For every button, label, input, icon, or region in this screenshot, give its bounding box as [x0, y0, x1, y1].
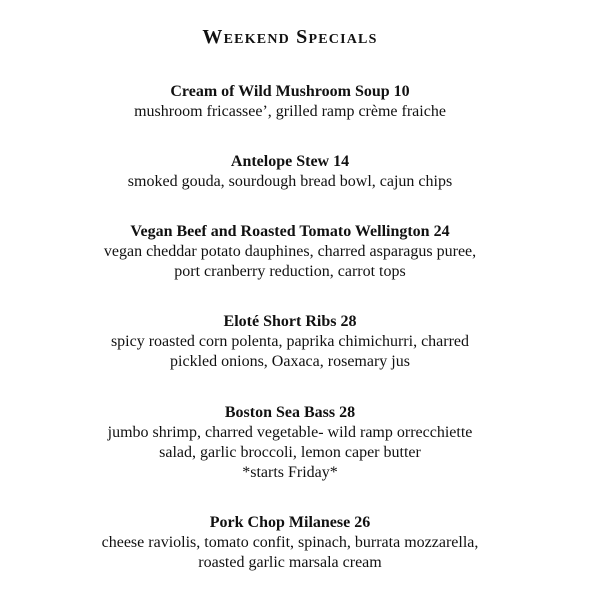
menu-title: Weekend Specials — [202, 26, 378, 48]
dish-description-line: roasted garlic marsala cream — [198, 554, 382, 571]
dish-description-line: mushroom fricassee’, grilled ramp crème fraiche — [134, 103, 446, 120]
dish-description-line: spicy roasted corn polenta, paprika chimichurri, charred — [110, 333, 470, 350]
dish-note: *starts Friday* — [242, 464, 338, 481]
dish-item — [0, 222, 580, 282]
dish-item — [0, 403, 580, 483]
dish-description-line: pickled onions, Oaxaca, rosemary jus — [170, 353, 410, 370]
dish-description-line: vegan cheddar potato dauphines, charred asparagus puree, — [103, 243, 477, 260]
dish-name: Antelope Stew 14 — [230, 153, 350, 170]
dish-item — [0, 82, 580, 122]
dish-item — [0, 152, 580, 192]
dish-item — [0, 513, 580, 573]
dish-description-line: cheese raviolis, tomato confit, spinach, burrata mozzarella, — [101, 534, 479, 551]
dish-name: Vegan Beef and Roasted Tomato Wellington 24 — [130, 223, 450, 240]
dish-description-line: jumbo shrimp, charred vegetable- wild ramp orrecchiette — [107, 424, 473, 441]
dish-name: Cream of Wild Mushroom Soup 10 — [170, 83, 410, 100]
dish-description-line: smoked gouda, sourdough bread bowl, cajun chips — [127, 173, 453, 190]
dish-description-line: port cranberry reduction, carrot tops — [174, 263, 406, 280]
dish-name: Eloté Short Ribs 28 — [223, 313, 357, 330]
dish-description-line: salad, garlic broccoli, lemon caper butter — [159, 444, 421, 461]
dish-name: Boston Sea Bass 28 — [224, 404, 356, 421]
dish-item — [0, 312, 580, 372]
dish-name: Pork Chop Milanese 26 — [209, 514, 371, 531]
